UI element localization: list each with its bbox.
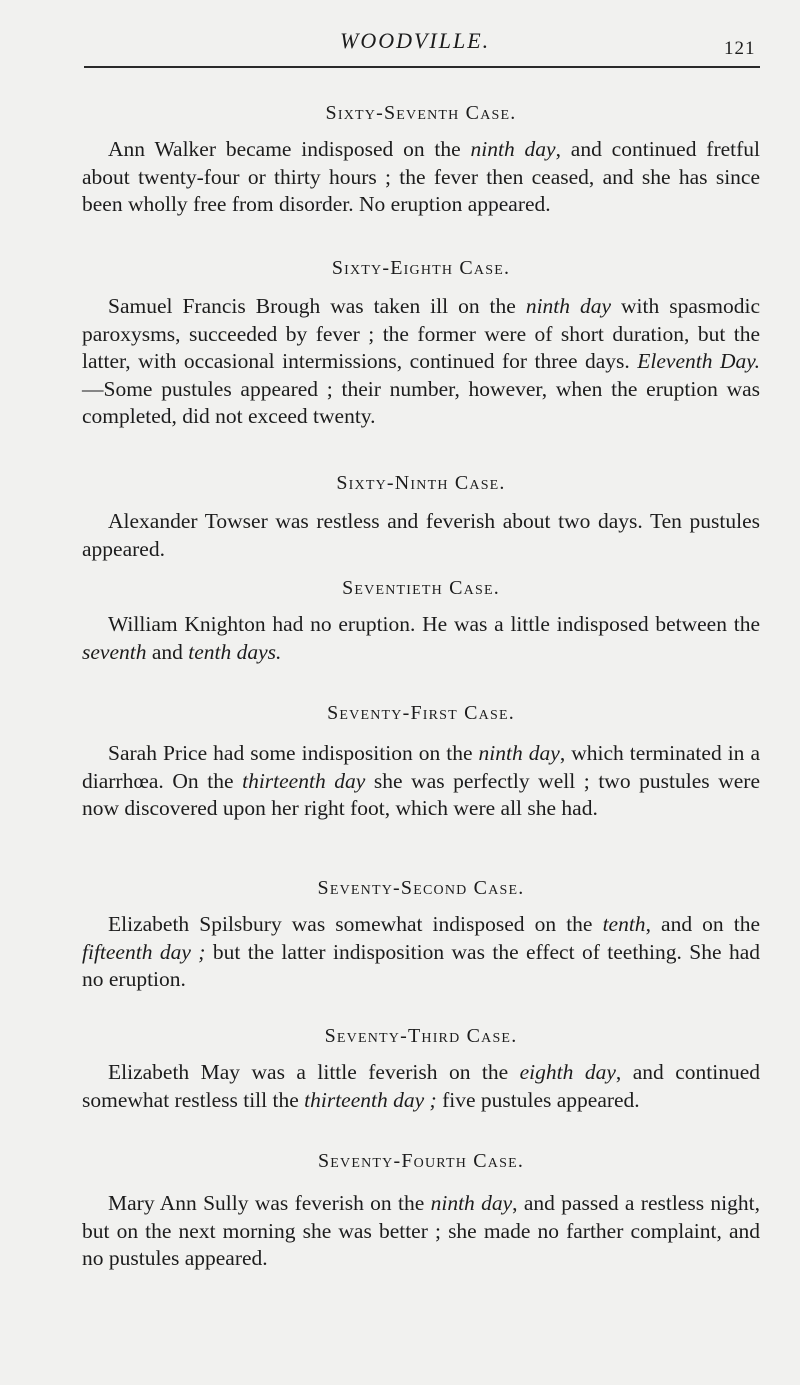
case-text xyxy=(82,1059,760,1114)
case-title: Sixty-Seventh Case. xyxy=(325,102,517,124)
case-seventy-first xyxy=(82,700,760,823)
case-text xyxy=(82,911,760,994)
italic-text: ninth day xyxy=(478,741,560,765)
text-run: Mary Ann Sully was feverish on the xyxy=(108,1191,431,1215)
italic-text: fifteenth day ; xyxy=(82,939,206,964)
case-text xyxy=(82,508,760,563)
case-sixty-eighth xyxy=(82,255,760,431)
case-title: Seventy-Fourth Case. xyxy=(317,1150,525,1172)
text-run: with spasmodic paroxysms, succeeded by fever ; the former were of short duration, but the latter, with occasional intermissions, continued for three days. xyxy=(82,294,760,374)
header-rule xyxy=(84,66,760,68)
case-title: Seventy-Third Case. xyxy=(324,1025,518,1047)
text-run: she was perfectly well ; two pustules were now discovered upon her right foot, which were all she had. xyxy=(82,768,761,821)
text-run: Samuel Francis Brough was taken ill on the xyxy=(108,294,526,318)
italic-text: tenth xyxy=(602,912,646,936)
case-text xyxy=(82,136,760,219)
text-run: William Knighton had no eruption. He was a little indisposed between the xyxy=(108,612,760,636)
italic-text: thirteenth day ; xyxy=(304,1087,437,1112)
italic-text: seventh xyxy=(82,639,147,664)
text-run: Elizabeth May was a little feverish on the xyxy=(108,1060,520,1084)
text-run: —Some pustules appeared ; their number, however, when the eruption was completed, did not exceed twenty. xyxy=(82,376,760,429)
italic-text: eighth day xyxy=(519,1060,616,1084)
text-run: Ann Walker became indisposed on the xyxy=(108,137,471,161)
text-run: , and on the xyxy=(645,912,760,936)
case-title: Sixty-Ninth Case. xyxy=(336,472,506,494)
case-title: Seventieth Case. xyxy=(342,577,500,599)
running-header xyxy=(0,26,800,59)
running-title: WOODVILLE. xyxy=(340,28,491,53)
text-run: , which terminated in a diarrhœa. On the xyxy=(82,741,760,793)
italic-text: tenth days. xyxy=(188,639,282,664)
case-title: Sixty-Eighth Case. xyxy=(331,257,511,279)
case-seventy-third xyxy=(82,1023,760,1114)
text-run: , and passed a restless night, but on the next morning she was better ; she made no farther complaint, and no pustules appeared. xyxy=(82,1191,760,1271)
text-run: Elizabeth Spilsbury was somewhat indisposed on the xyxy=(108,912,603,936)
case-sixty-seventh xyxy=(82,100,760,219)
italic-text: ninth day xyxy=(430,1191,513,1215)
case-text xyxy=(82,611,760,666)
text-run: , and continued fretful about twenty-four or thirty hours ; the fever then ceased, and she has since been wholly free from disorder. No eruption appeared. xyxy=(82,137,761,217)
case-title: Seventy-First Case. xyxy=(327,702,515,724)
case-title: Seventy-Second Case. xyxy=(317,877,525,899)
case-text xyxy=(82,293,760,431)
italic-text: ninth day xyxy=(525,294,612,318)
text-run: five pustules appeared. xyxy=(436,1087,640,1112)
text-run: , and continued somewhat restless till the xyxy=(82,1060,760,1112)
italic-text: ninth day xyxy=(470,137,556,161)
italic-text: thirteenth day xyxy=(242,768,366,793)
case-sixty-ninth xyxy=(82,470,760,563)
case-seventieth xyxy=(82,575,760,666)
case-text xyxy=(82,740,760,823)
text-run: and xyxy=(146,639,189,664)
italic-text: Eleventh Day. xyxy=(637,349,760,374)
text-run: Alexander Towser was restless and feverish about two days. Ten pustules appeared. xyxy=(82,509,760,561)
text-run: but the latter indisposition was the effect of teething. She had no eruption. xyxy=(82,939,760,992)
case-seventy-second xyxy=(82,875,760,994)
case-text xyxy=(82,1190,760,1273)
case-seventy-fourth xyxy=(82,1148,760,1273)
text-run: Sarah Price had some indisposition on the xyxy=(108,741,479,765)
page-number: 121 xyxy=(724,38,756,59)
